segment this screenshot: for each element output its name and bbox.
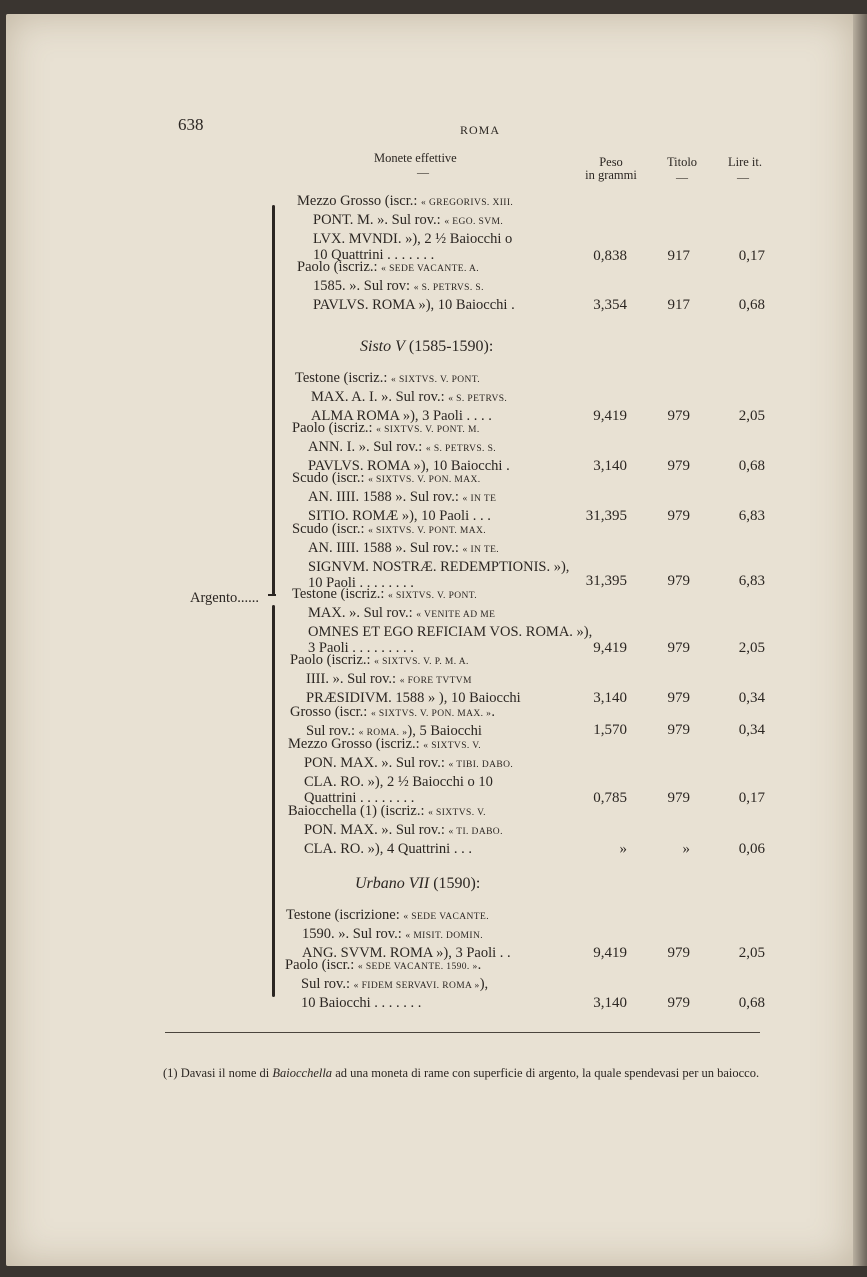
- coin-entry: [285, 957, 488, 1011]
- coin-entry-line: Sul rov.: « FIDEM SERVAVI. ROMA »),: [301, 975, 489, 992]
- footnote: [163, 1065, 763, 1081]
- coin-entry-line: Mezzo Grosso (iscr.: « GREGORIVS. XIII.: [297, 193, 514, 209]
- value-cell: 2,05: [738, 945, 765, 961]
- fineness-cell: 979: [667, 945, 690, 961]
- coin-entry-line: 10 Baiocchi . . . . . . .: [301, 994, 422, 1011]
- coin-entry-line: CLA. RO. »), 4 Quattrini . . .: [304, 840, 472, 857]
- weight-cell: 31,395: [585, 508, 627, 524]
- weight-cell: 0,838: [593, 248, 627, 264]
- weight-cell: 0,785: [593, 790, 627, 806]
- coin-entry-line: Paolo (iscr.: « SEDE VACANTE. 1590. ».: [285, 957, 482, 973]
- coin-entry-line: OMNES ET EGO REFICIAM VOS. ROMA. »),: [308, 623, 593, 640]
- coin-entry-line: Grosso (iscr.: « SIXTVS. V. PON. MAX. ».: [290, 704, 495, 720]
- fineness-cell: 917: [667, 297, 690, 313]
- coin-entry-line: SITIO. ROMÆ »), 10 Paoli . . .: [308, 507, 491, 524]
- coin-entry-line: ANG. SVVM. ROMA »), 3 Paoli . .: [302, 944, 511, 961]
- coin-entry-line: Testone (iscrizione: « SEDE VACANTE.: [286, 907, 489, 923]
- value-cell: 0,06: [738, 841, 765, 857]
- coin-entry-line: PAVLVS. ROMA »), 10 Baiocchi .: [313, 296, 515, 313]
- coin-entry: [292, 586, 592, 657]
- column-value-dash: —: [737, 170, 749, 184]
- brace-point: [268, 594, 276, 596]
- column-weight-line1: Peso: [599, 155, 623, 169]
- value-cell: 6,83: [738, 573, 765, 589]
- coin-entry-line: Mezzo Grosso (iscriz.: « SIXTVS. V.: [288, 736, 482, 752]
- coin-entry-line: IIII. ». Sul rov.: « FORE TVTVM: [306, 670, 472, 687]
- section-dates: (1585-1590):: [408, 338, 494, 355]
- section-heading-urbano: [355, 875, 480, 893]
- value-cell: 0,17: [738, 790, 765, 806]
- value-cell: 0,17: [738, 248, 765, 264]
- column-coins-dash: —: [417, 165, 429, 179]
- coin-entry-line: CLA. RO. »), 2 ½ Baiocchi o 10: [304, 773, 493, 790]
- coin-entry-line: LVX. MVNDI. »), 2 ½ Baiocchi o: [313, 230, 513, 247]
- group-label: Argento......: [190, 590, 260, 606]
- weight-cell: 3,140: [593, 458, 627, 474]
- value-cell: 0,68: [738, 458, 765, 474]
- column-fineness: Titolo: [666, 155, 698, 169]
- footnote-text-before: Davasi il nome di: [180, 1066, 270, 1080]
- coin-entry: [286, 907, 511, 961]
- coin-entry-line: 1585. ». Sul rov: « S. PETRVS. S.: [313, 277, 484, 294]
- weight-cell: 3,354: [593, 297, 627, 313]
- section-ruler: Urbano VII: [355, 875, 430, 892]
- footnote-marker: (1): [163, 1066, 178, 1080]
- value-cell: 2,05: [738, 408, 765, 424]
- section-dates: (1590):: [433, 875, 481, 892]
- coin-entry-line: Quattrini . . . . . . . .: [304, 790, 415, 807]
- column-weight-line2: in grammi: [585, 168, 637, 182]
- column-coins: Monete effettive: [374, 151, 457, 165]
- coin-entry: [292, 420, 510, 474]
- coin-entry: [295, 370, 507, 424]
- coin-entry: [290, 652, 521, 706]
- weight-cell: 31,395: [585, 573, 627, 589]
- coin-entry-line: Scudo (iscr.: « SIXTVS. V. PONT. MAX.: [292, 521, 487, 537]
- coin-entry-line: Paolo (iscriz.: « SIXTVS. V. P. M. A.: [290, 652, 469, 668]
- brace-upper: [272, 205, 275, 595]
- coin-entry-line: PON. MAX. ». Sul rov.: « TIBI. DABO.: [304, 754, 514, 771]
- coin-entry-line: ALMA ROMA »), 3 Paoli . . . .: [311, 407, 492, 424]
- coin-entry-line: 10 Quattrini . . . . . . .: [313, 247, 435, 264]
- running-head: ROMA: [460, 123, 501, 137]
- coin-entry-line: PONT. M. ». Sul rov.: « EGO. SVM.: [313, 211, 504, 228]
- coin-entry-line: 10 Paoli . . . . . . . .: [308, 575, 414, 592]
- coin-entry-line: Testone (iscriz.: « SIXTVS. V. PONT.: [292, 586, 478, 602]
- fineness-cell: 917: [667, 248, 690, 264]
- brace-lower: [272, 605, 275, 997]
- value-cell: 0,68: [738, 297, 765, 313]
- fineness-cell: 979: [667, 458, 690, 474]
- column-weight: [575, 156, 647, 182]
- footnote-term: Baiocchella: [272, 1066, 333, 1080]
- coin-entry-line: PRÆSIDIVM. 1588 » ), 10 Baiocchi: [306, 689, 521, 706]
- fineness-cell: 979: [667, 508, 690, 524]
- fineness-cell: 979: [667, 722, 690, 738]
- weight-cell: »: [619, 841, 627, 857]
- weight-cell: 9,419: [593, 408, 627, 424]
- value-cell: 0,68: [738, 995, 765, 1011]
- coin-entry-line: 3 Paoli . . . . . . . . .: [308, 640, 414, 657]
- weight-cell: 3,140: [593, 995, 627, 1011]
- section-heading-sisto: [360, 338, 493, 356]
- page-number: 638: [178, 115, 204, 134]
- coin-entry-line: 1590. ». Sul rov.: « MISIT. DOMIN.: [302, 925, 483, 942]
- coin-entry: [292, 470, 496, 524]
- footnote-text-after: ad una moneta di rame con superficie di argento, la quale spendevasi per un baiocco.: [335, 1066, 760, 1080]
- fineness-cell: »: [682, 841, 690, 857]
- fineness-cell: 979: [667, 995, 690, 1011]
- footnote-rule: [165, 1032, 760, 1033]
- column-fineness-dash: —: [676, 170, 688, 184]
- coin-entry: [292, 521, 569, 592]
- coin-entry-line: MAX. A. I. ». Sul rov.: « S. PETRVS.: [311, 388, 508, 405]
- coin-entry-line: AN. IIII. 1588 ». Sul rov.: « IN TE.: [308, 539, 500, 556]
- coin-entry-line: Paolo (iscriz.: « SEDE VACANTE. A.: [297, 259, 480, 275]
- value-cell: 6,83: [738, 508, 765, 524]
- coin-entry-line: Baiocchella (1) (iscriz.: « SIXTVS. V.: [288, 803, 486, 819]
- fineness-cell: 979: [667, 790, 690, 806]
- coin-entry-line: PON. MAX. ». Sul rov.: « TI. DABO.: [304, 821, 503, 838]
- coin-entry-line: Paolo (iscriz.: « SIXTVS. V. PONT. M.: [292, 420, 480, 436]
- page-edge: [853, 14, 867, 1266]
- coin-entry-line: SIGNVM. NOSTRÆ. REDEMPTIONIS. »),: [308, 558, 570, 575]
- fineness-cell: 979: [667, 573, 690, 589]
- coin-entry: [297, 193, 513, 264]
- fineness-cell: 979: [667, 408, 690, 424]
- value-cell: 0,34: [738, 722, 765, 738]
- weight-cell: 9,419: [593, 945, 627, 961]
- weight-cell: 1,570: [593, 722, 627, 738]
- coin-entry-line: Testone (iscriz.: « SIXTVS. V. PONT.: [295, 370, 481, 386]
- value-cell: 2,05: [738, 640, 765, 656]
- coin-entry-line: AN. IIII. 1588 ». Sul rov.: « IN TE: [308, 488, 497, 505]
- section-ruler: Sisto V: [360, 338, 405, 355]
- coin-entry-line: ANN. I. ». Sul rov.: « S. PETRVS. S.: [308, 438, 497, 455]
- coin-entry: [288, 736, 513, 807]
- column-value: Lire it.: [727, 155, 762, 169]
- coin-entry-line: Scudo (iscr.: « SIXTVS. V. PON. MAX.: [292, 470, 481, 486]
- coin-entry-line: PAVLVS. ROMA »), 10 Baiocchi .: [308, 457, 510, 474]
- coin-entry-line: Sul rov.: « ROMA. »), 5 Baiocchi: [306, 722, 482, 739]
- coin-entry: [288, 803, 503, 857]
- weight-cell: 9,419: [593, 640, 627, 656]
- weight-cell: 3,140: [593, 690, 627, 706]
- fineness-cell: 979: [667, 690, 690, 706]
- coin-entry: [297, 259, 515, 313]
- coin-entry-line: MAX. ». Sul rov.: « VENITE AD ME: [308, 604, 496, 621]
- fineness-cell: 979: [667, 640, 690, 656]
- value-cell: 0,34: [738, 690, 765, 706]
